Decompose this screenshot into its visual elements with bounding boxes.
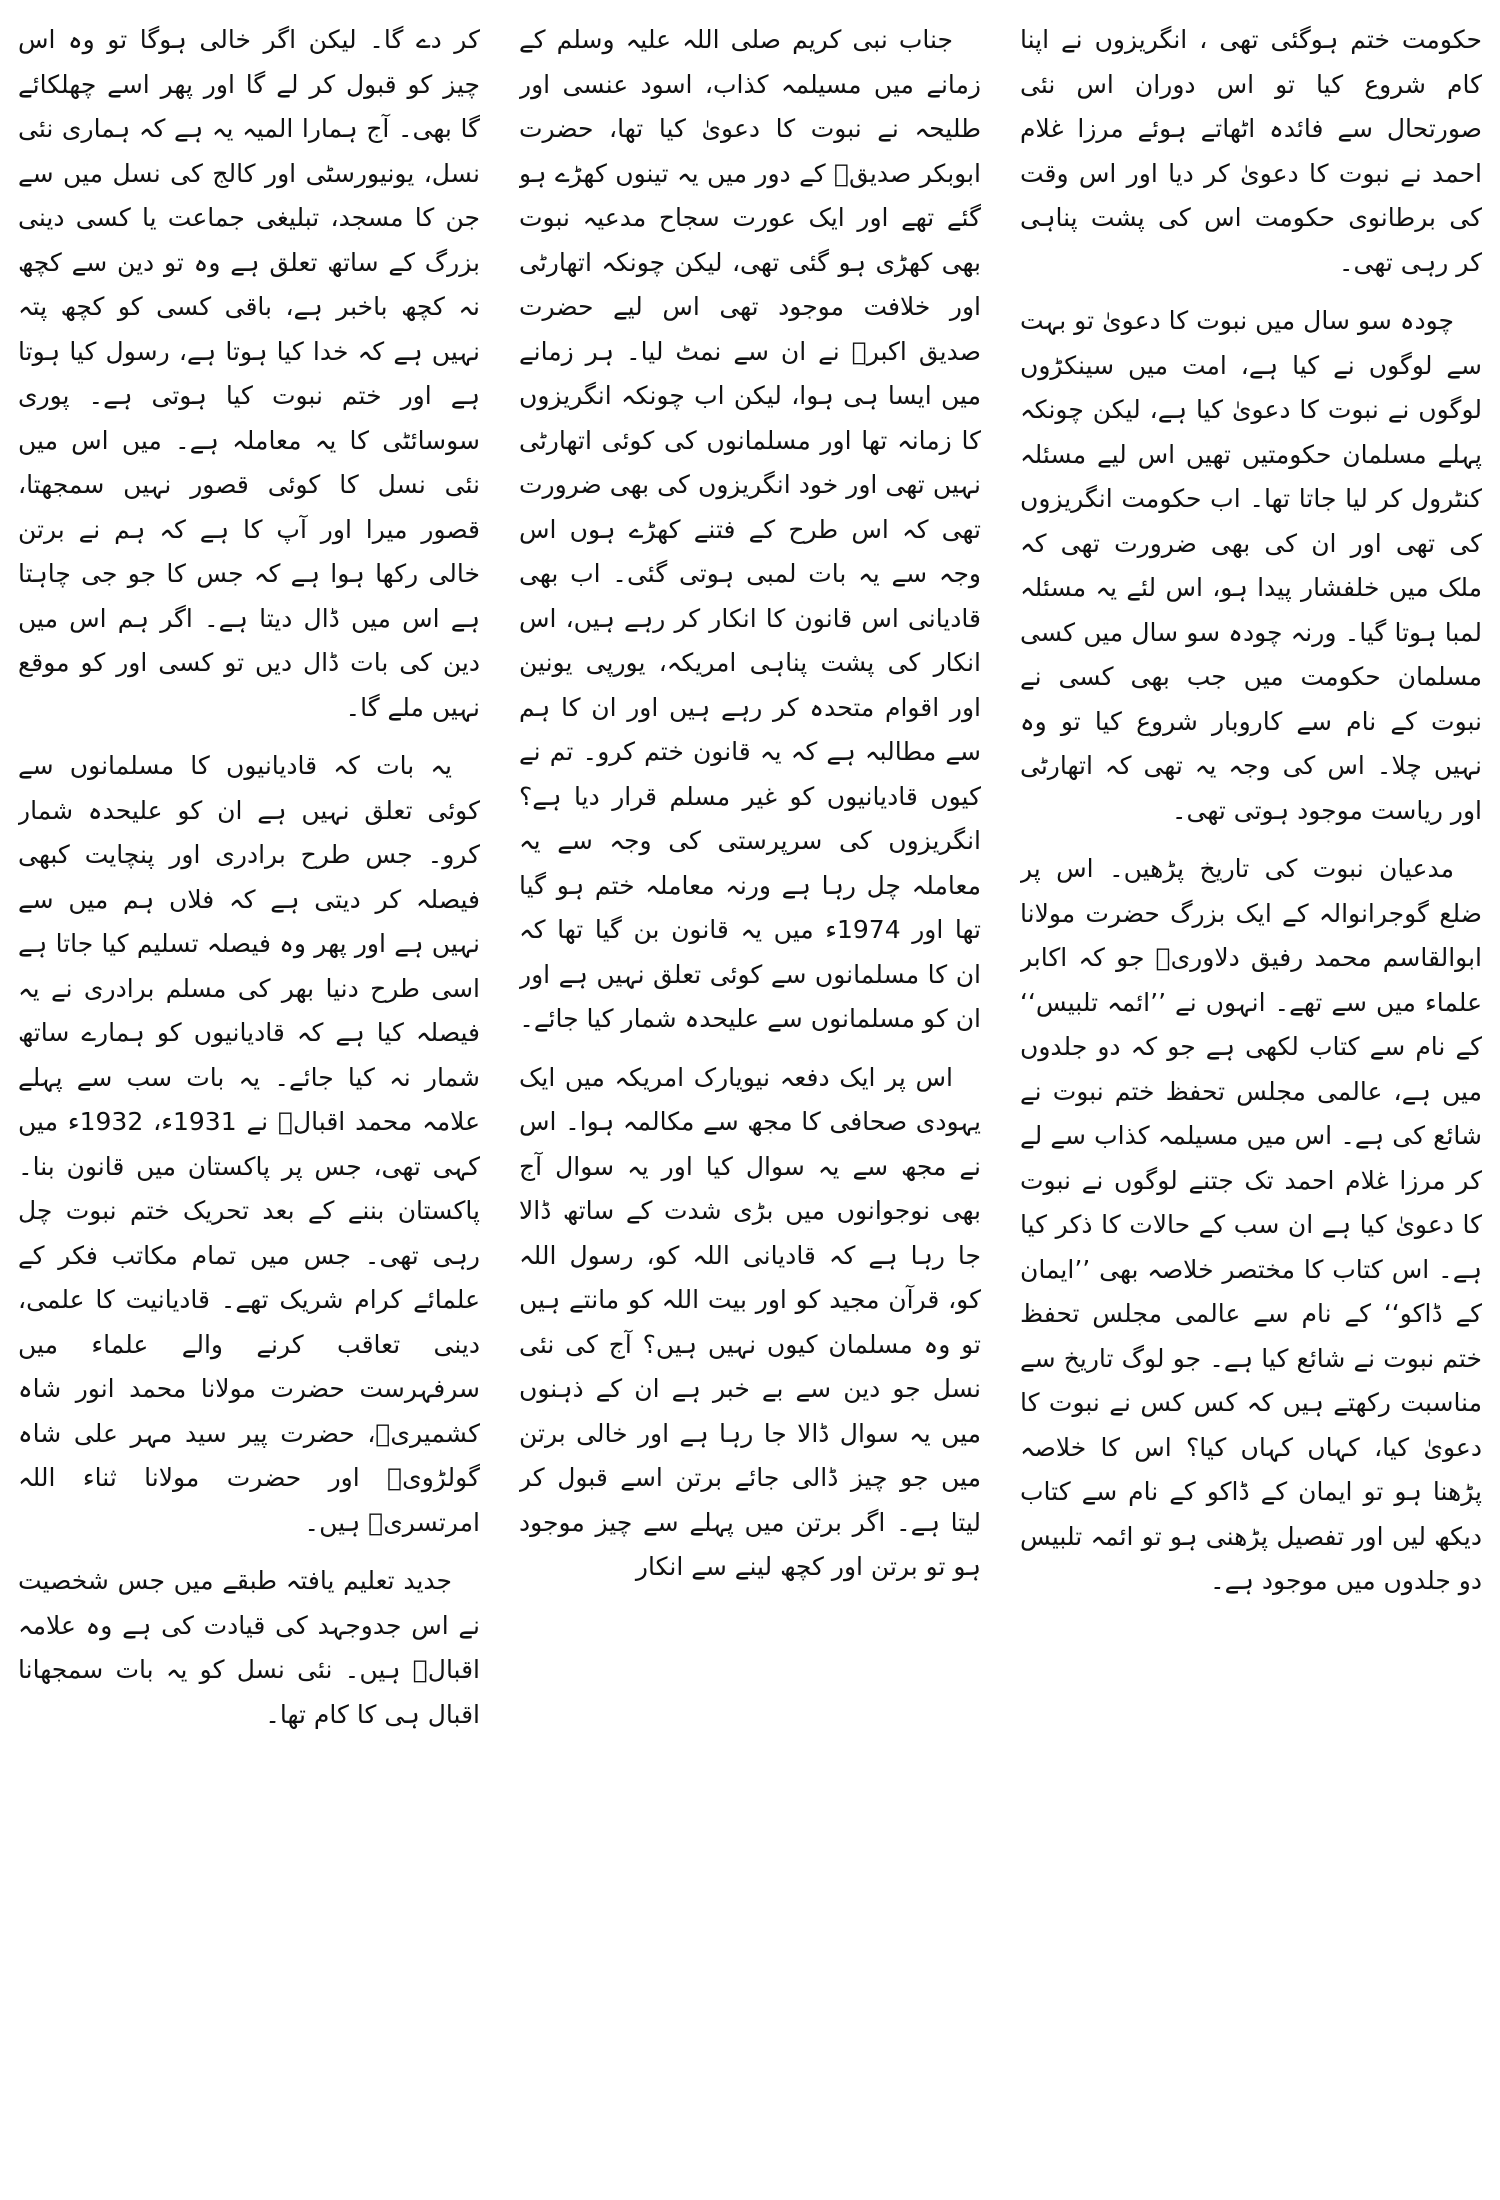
paragraph: جناب نبی کریم صلی اللہ علیہ وسلم کے زمانے میں مسیلمہ کذاب، اسود عنسی اور طلیحہ نے نبوت کا دعویٰ کیا تھا، حضرت ابوبکر صدیقؓ کے دور میں یہ تینوں کھڑے ہو گئے تھے اور ایک عورت سجاح مدعیہ نبوت بھی کھڑی ہو گئی تھی، لیکن چونکہ اتھارٹی اور خلافت موجود تھی اس لیے حضرت صدیق اکبرؓ نے ان سے نمٹ لیا۔ ہر زمانے میں ایسا ہی ہوا، لیکن اب چونکہ انگریزوں کا زمانہ تھا اور مسلمانوں کی کوئی اتھارٹی نہیں تھی اور خود انگریزوں کی بھی ضرورت تھی کہ اس طرح کے فتنے کھڑے ہوں اس وجہ سے یہ بات لمبی ہوتی گئی۔ اب بھی قادیانی اس قانون کا انکار کر رہے ہیں، اس انکار کی پشت پناہی امریکہ، یورپی یونین اور اقوام متحدہ کر رہے ہیں اور ان کا ہم سے مطالبہ ہے کہ یہ قانون ختم کرو۔ تم نے کیوں قادیانیوں کو غیر مسلم قرار دیا ہے؟ انگریزوں کی سرپرستی کی وجہ سے یہ معاملہ چل رہا ہے ورنہ معاملہ ختم ہو گیا تھا اور 1974ء میں یہ قانون بن گیا تھا کہ ان کا مسلمانوں سے کوئی تعلق نہیں ہے اور ان کو مسلمانوں سے علیحدہ شمار کیا جائے۔: [519, 25, 981, 1033]
newspaper-article-page: [18, 18, 1482, 2182]
article-column-right: [1020, 18, 1482, 2182]
paragraph: حکومت ختم ہوگئی تھی ، انگریزوں نے اپنا کام شروع کیا تو اس دوران اس نئی صورتحال سے فائدہ اٹھاتے ہوئے مرزا غلام احمد نے نبوت کا دعویٰ کر دیا اور اس وقت کی برطانوی حکومت اس کی پشت پناہی کر رہی تھی۔: [1020, 25, 1482, 277]
paragraph: یہ بات کہ قادیانیوں کا مسلمانوں سے کوئی تعلق نہیں ہے ان کو علیحدہ شمار کرو۔ جس طرح برادری اور پنچایت کبھی فیصلہ کر دیتی ہے کہ فلاں ہم میں سے نہیں ہے اور پھر وہ فیصلہ تسلیم کیا جاتا ہے اسی طرح دنیا بھر کی مسلم برادری نے یہ فیصلہ کیا ہے کہ قادیانیوں کو ہمارے ساتھ شمار نہ کیا جائے۔ یہ بات سب سے پہلے علامہ محمد اقبالؒ نے 1931ء، 1932ء میں کہی تھی، جس پر پاکستان میں قانون بنا۔ پاکستان بننے کے بعد تحریک ختم نبوت چل رہی تھی۔ جس میں تمام مکاتب فکر کے علمائے کرام شریک تھے۔ قادیانیت کا علمی، دینی تعاقب کرنے والے علماء میں سرفہرست حضرت مولانا محمد انور شاہ کشمیریؒ، حضرت پیر سید مہر علی شاہ گولڑویؒ اور حضرت مولانا ثناء اللہ امرتسریؒ ہیں۔: [18, 751, 480, 1537]
paragraph: جدید تعلیم یافتہ طبقے میں جس شخصیت نے اس جدوجہد کی قیادت کی ہے وہ علامہ اقبالؒ ہیں۔ نئی نسل کو یہ بات سمجھانا اقبال ہی کا کام تھا۔: [18, 1566, 480, 1729]
paragraph: اس پر ایک دفعہ نیویارک امریکہ میں ایک یہودی صحافی کا مجھ سے مکالمہ ہوا۔ اس نے مجھ سے یہ سوال کیا اور یہ سوال آج بھی نوجوانوں میں بڑی شدت کے ساتھ ڈالا جا رہا ہے کہ قادیانی اللہ کو، رسول اللہ کو، قرآن مجید کو اور بیت اللہ کو مانتے ہیں تو وہ مسلمان کیوں نہیں ہیں؟ آج کی نئی نسل جو دین سے بے خبر ہے ان کے ذہنوں میں یہ سوال ڈالا جا رہا ہے اور خالی برتن میں جو چیز ڈالی جائے برتن اسے قبول کر لیتا ہے۔ اگر برتن میں پہلے سے چیز موجود ہو تو برتن اور کچھ لینے سے انکار: [519, 1062, 981, 1581]
paragraph: چودہ سو سال میں نبوت کا دعویٰ تو بہت سے لوگوں نے کیا ہے، امت میں سینکڑوں لوگوں نے نبوت کا دعویٰ کیا ہے، لیکن چونکہ پہلے مسلمان حکومتیں تھیں اس لیے مسئلہ کنٹرول کر لیا جاتا تھا۔ اب حکومت انگریزوں کی تھی اور ان کی بھی ضرورت تھی کہ ملک میں خلفشار پیدا ہو، اس لئے یہ مسئلہ لمبا ہوتا گیا۔ ورنہ چودہ سو سال میں کسی مسلمان حکومت میں جب بھی کسی نے نبوت کے نام سے کاروبار شروع کیا تو وہ نہیں چلا۔ اس کی وجہ یہ تھی کہ اتھارٹی اور ریاست موجود ہوتی تھی۔: [1020, 306, 1482, 825]
paragraph: مدعیان نبوت کی تاریخ پڑھیں۔ اس پر ضلع گوجرانوالہ کے ایک بزرگ حضرت مولانا ابوالقاسم محمد رفیق دلاوریؒ جو کہ اکابر علماء میں سے تھے۔ انہوں نے ’’ائمہ تلبیس‘‘ کے نام سے کتاب لکھی ہے جو کہ دو جلدوں میں ہے، عالمی مجلس تحفظ ختم نبوت نے شائع کی ہے۔ اس میں مسیلمہ کذاب سے لے کر مرزا غلام احمد تک جتنے لوگوں نے نبوت کا دعویٰ کیا ہے ان سب کے حالات کا ذکر کیا ہے۔ اس کتاب کا مختصر خلاصہ بھی ’’ایمان کے ڈاکو‘‘ کے نام سے عالمی مجلس تحفظ ختم نبوت نے شائع کیا ہے۔ جو لوگ تاریخ سے مناسبت رکھتے ہیں کہ کس کس نے نبوت کا دعویٰ کیا، کہاں کہاں کیا؟ اس کا خلاصہ پڑھنا ہو تو ایمان کے ڈاکو کے نام سے کتاب دیکھ لیں اور تفصیل پڑھنی ہو تو ائمہ تلبیس دو جلدوں میں موجود ہے۔: [1020, 854, 1482, 1595]
paragraph: کر دے گا۔ لیکن اگر خالی ہوگا تو وہ اس چیز کو قبول کر لے گا اور پھر اسے چھلکائے گا بھی۔ آج ہمارا المیہ یہ ہے کہ ہماری نئی نسل، یونیورسٹی اور کالج کی نسل میں سے جن کا مسجد، تبلیغی جماعت یا کسی دینی بزرگ کے ساتھ تعلق ہے وہ تو دین سے کچھ نہ کچھ باخبر ہے، باقی کسی کو کچھ پتہ نہیں ہے کہ خدا کیا ہوتا ہے، رسول کیا ہوتا ہے اور ختم نبوت کیا ہوتی ہے۔ پوری سوسائٹی کا یہ معاملہ ہے۔ میں اس میں نئی نسل کا کوئی قصور نہیں سمجھتا، قصور میرا اور آپ کا ہے کہ ہم نے برتن خالی رکھا ہوا ہے کہ جس کا جو جی چاہتا ہے اس میں ڈال دیتا ہے۔ اگر ہم اس میں دین کی بات ڈال دیں تو کسی اور کو موقع نہیں ملے گا۔: [18, 25, 480, 722]
article-column-left: [18, 18, 480, 2182]
article-column-middle: [519, 18, 981, 2182]
